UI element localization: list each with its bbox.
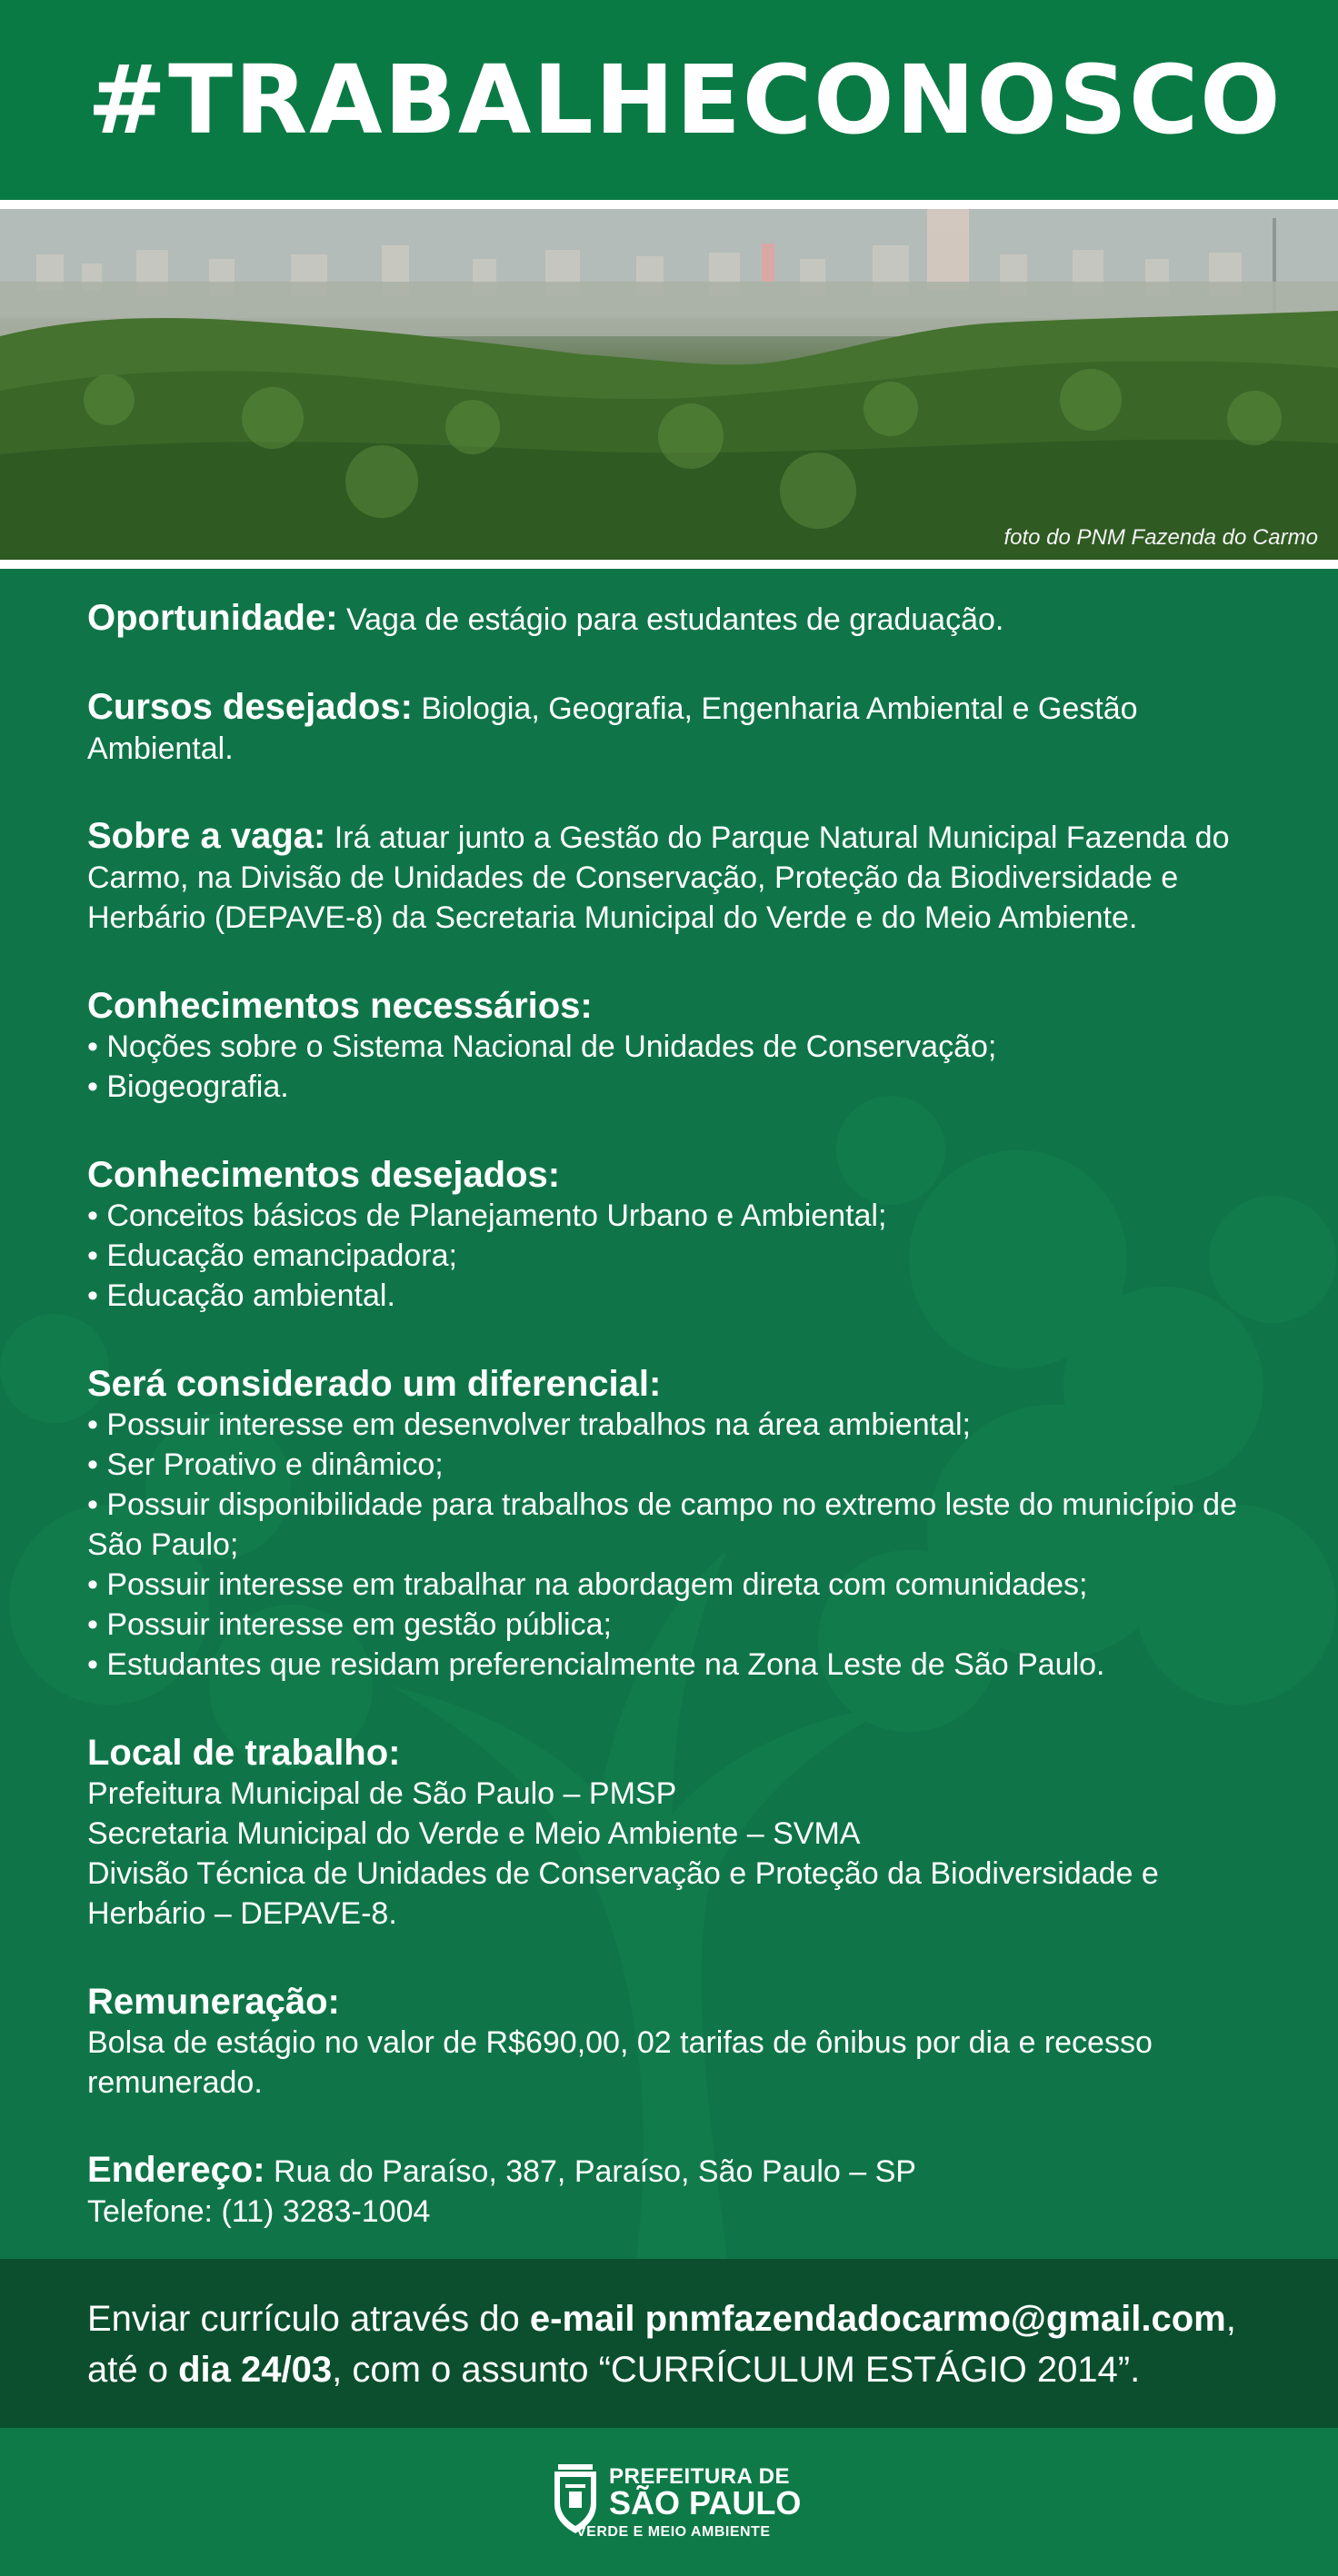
- local-line: Prefeitura Municipal de São Paulo – PMSP: [87, 1776, 677, 1811]
- section-endereco: [87, 2150, 1269, 2232]
- sobre-text: Irá atuar junto a Gestão do Parque Natural Municipal Fazenda do Carmo, na Divisão de Unidades de Conservação, Proteção da Biodiversidade e Herbário (DEPAVE-8) da Secretaria Municipal do Verde e do Meio Ambiente.: [87, 821, 1230, 935]
- logo-line2: SÃO PAULO: [609, 2484, 802, 2521]
- list-item: • Estudantes que residam preferencialmente na Zona Leste de São Paulo.: [87, 1647, 1105, 1682]
- cta-part4: , com o assunto “CURRÍCULUM ESTÁGIO 2014”.: [332, 2350, 1141, 2390]
- forest-landscape-image: [0, 209, 1338, 560]
- cta-part3: até o: [87, 2350, 179, 2390]
- application-instructions: [0, 2259, 1338, 2428]
- cta-part1: Enviar currículo através do: [87, 2299, 530, 2339]
- section-diferencial: [87, 1363, 1269, 1685]
- section-oportunidade: [87, 598, 1269, 640]
- remuneracao-label: Remuneração:: [87, 1982, 340, 2022]
- conhecimentos-necessarios-label: Conhecimentos necessários:: [87, 986, 593, 1026]
- page-title: #TRABALHECONOSCO: [87, 45, 1283, 155]
- footer: [0, 2428, 1338, 2576]
- list-item: • Biogeografia.: [87, 1069, 289, 1104]
- sobre-label: Sobre a vaga:: [87, 816, 326, 856]
- section-cursos: [87, 687, 1269, 769]
- section-conhecimentos-necessarios: [87, 985, 1269, 1107]
- list-item: • Possuir interesse em gestão pública;: [87, 1607, 612, 1642]
- diferencial-label: Será considerado um diferencial:: [87, 1364, 662, 1404]
- list-item: • Possuir interesse em trabalhar na abordagem direta com comunidades;: [87, 1567, 1088, 1602]
- photo-credit: foto do PNM Fazenda do Carmo: [1004, 525, 1318, 550]
- logo-line3: VERDE E MEIO AMBIENTE: [576, 2524, 771, 2540]
- cta-text: [87, 2293, 1287, 2395]
- park-photo: [0, 200, 1338, 569]
- cta-part2: ,: [1225, 2299, 1236, 2339]
- prefeitura-logo: [549, 2464, 802, 2546]
- section-conhecimentos-desejados: [87, 1154, 1269, 1316]
- list-item: • Possuir disponibilidade para trabalhos de campo no extremo leste do município de São Paulo;: [87, 1487, 1237, 1562]
- oportunidade-text: Vaga de estágio para estudantes de graduação.: [337, 602, 1004, 637]
- local-label: Local de trabalho:: [87, 1733, 401, 1773]
- list-item: • Ser Proativo e dinâmico;: [87, 1447, 444, 1482]
- cta-deadline: dia 24/03: [178, 2350, 333, 2390]
- cursos-text: Biologia, Geografia, Engenharia Ambiental e Gestão Ambiental.: [87, 691, 1138, 766]
- job-details: [87, 598, 1269, 2259]
- list-item: • Noções sobre o Sistema Nacional de Unidades de Conservação;: [87, 1029, 997, 1064]
- logo-line1: PREFEITURA DE: [609, 2464, 790, 2489]
- telefone-text: Telefone: (11) 3283-1004: [87, 2194, 431, 2229]
- local-line: Secretaria Municipal do Verde e Meio Ambiente – SVMA: [87, 1816, 861, 1851]
- local-line: Divisão Técnica de Unidades de Conservação e Proteção da Biodiversidade e Herbário – DEPAVE-8.: [87, 1856, 1159, 1931]
- endereco-label: Endereço:: [87, 2150, 265, 2190]
- section-remuneracao: [87, 1981, 1269, 2103]
- content-panel: [0, 569, 1338, 2259]
- list-item: • Educação emancipadora;: [87, 1238, 457, 1273]
- list-item: • Possuir interesse em desenvolver trabalhos na área ambiental;: [87, 1407, 971, 1442]
- header-banner: [0, 0, 1338, 200]
- list-item: • Conceitos básicos de Planejamento Urbano e Ambiental;: [87, 1198, 887, 1233]
- section-local: [87, 1732, 1269, 1934]
- list-item: • Educação ambiental.: [87, 1278, 395, 1313]
- endereco-text: Rua do Paraíso, 387, Paraíso, São Paulo – SP: [265, 2154, 916, 2189]
- cursos-label: Cursos desejados:: [87, 687, 413, 727]
- oportunidade-label: Oportunidade:: [87, 598, 338, 638]
- conhecimentos-desejados-label: Conhecimentos desejados:: [87, 1155, 561, 1195]
- cta-email[interactable]: e-mail pnmfazendadocarmo@gmail.com: [529, 2299, 1226, 2339]
- remuneracao-text: Bolsa de estágio no valor de R$690,00, 02 tarifas de ônibus por dia e recesso remunerado.: [87, 2025, 1153, 2100]
- section-sobre: [87, 816, 1269, 938]
